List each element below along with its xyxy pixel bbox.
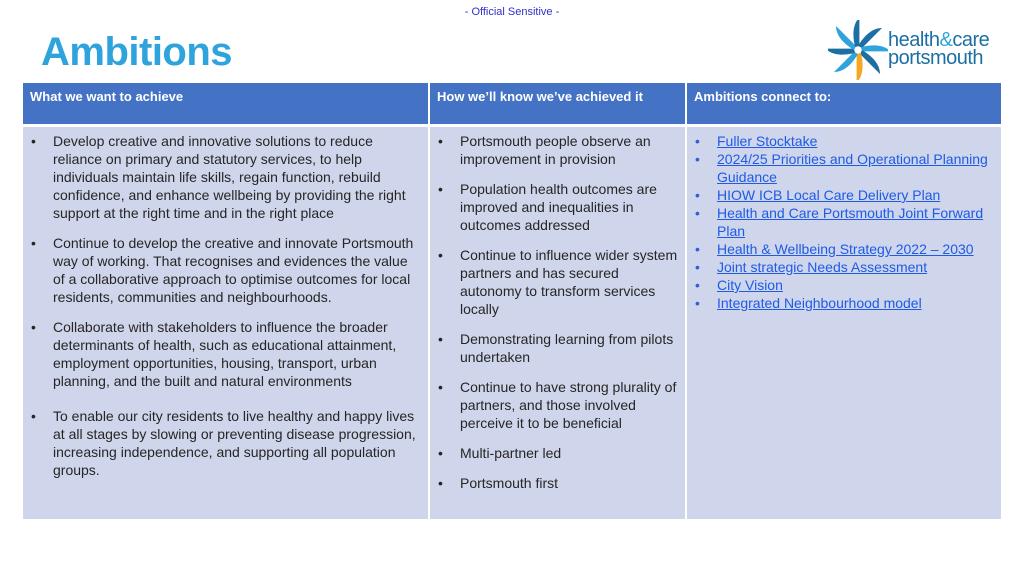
bullet: •: [438, 181, 443, 197]
bullet: •: [31, 408, 36, 424]
ambitions-table: [23, 83, 1001, 519]
column-header-measures: How we’ll know we’ve achieved it: [430, 83, 685, 124]
health-and-care-portsmouth-logo: [828, 20, 998, 80]
bullet: •: [438, 247, 443, 263]
classification-label: - Official Sensitive -: [464, 6, 560, 18]
bullet: •: [695, 295, 700, 311]
list-item: [687, 150, 995, 186]
list-item: [430, 180, 679, 234]
list-item: [23, 234, 422, 306]
pinwheel-logo-icon: [828, 20, 888, 80]
logo-health: health: [888, 29, 940, 51]
bullet: •: [31, 235, 36, 251]
measure-text: Continue to influence wider system partners and has secured autonomy to transform services locally: [460, 247, 678, 317]
logo-wordmark: [888, 31, 989, 67]
bullet: •: [438, 331, 443, 347]
measure-text: Portsmouth people observe an improvement in provision: [460, 133, 651, 167]
column-body-achieve: [23, 127, 428, 519]
measure-text: Continue to have strong plurality of partners, and those involved perceive it to be beneficial: [460, 379, 677, 431]
link-jsna[interactable]: Joint strategic Needs Assessment: [717, 259, 928, 275]
list-item: [430, 330, 679, 366]
column-body-connects: [687, 127, 1001, 519]
list-item: [430, 378, 679, 432]
link-joint-forward-plan[interactable]: Health and Care Portsmouth Joint Forward Plan: [717, 205, 984, 239]
page-title: Ambitions: [41, 30, 233, 74]
bullet: •: [438, 133, 443, 149]
column-body-measures: [430, 127, 685, 519]
list-item: [23, 132, 422, 222]
list-item: [430, 444, 679, 462]
bullet: •: [695, 205, 700, 221]
bullet: •: [438, 475, 443, 491]
logo-care: care: [952, 29, 990, 51]
list-item: [430, 474, 679, 492]
measure-text: Demonstrating learning from pilots undertaken: [460, 331, 674, 365]
link-fuller-stocktake[interactable]: Fuller Stocktake: [717, 133, 818, 149]
achieve-text: Develop creative and innovative solutions to reduce reliance on primary and statutory services, to help individuals maintain life skills, regain function, rebuild confidence, and enhance wellbeing by providing the right support at the right time and in the right place: [53, 133, 406, 221]
column-header-connects: Ambitions connect to:: [687, 83, 1001, 124]
list-item: [687, 294, 995, 312]
measure-text: Portsmouth first: [460, 475, 559, 491]
link-hiow-icb-plan[interactable]: HIOW ICB Local Care Delivery Plan: [717, 187, 941, 203]
logo-portsmouth: portsmouth: [888, 47, 984, 69]
list-item: [687, 240, 995, 258]
list-item: [687, 132, 995, 150]
bullet: •: [438, 379, 443, 395]
bullet: •: [695, 151, 700, 167]
link-neighbourhood-model[interactable]: Integrated Neighbourhood model: [717, 295, 922, 311]
list-item: [687, 258, 995, 276]
bullet: •: [31, 133, 36, 149]
bullet: •: [695, 259, 700, 275]
bullet: •: [695, 133, 700, 149]
list-item: [687, 276, 995, 294]
achieve-text: Continue to develop the creative and innovate Portsmouth way of working. That recognises and evidences the value of a collaborative approach to optimise outcomes for local residents, communities and neighbourhoods.: [53, 235, 414, 305]
achieve-text: To enable our city residents to live healthy and happy lives at all stages by slowing or preventing disease progression, increasing independence, and supporting all population groups.: [53, 408, 416, 478]
link-wellbeing-strategy[interactable]: Health & Wellbeing Strategy 2022 – 2030: [717, 241, 974, 257]
logo-ampersand: &: [939, 29, 953, 51]
link-priorities-guidance[interactable]: 2024/25 Priorities and Operational Planning Guidance: [717, 151, 988, 185]
measure-text: Population health outcomes are improved and inequalities in outcomes addressed: [460, 181, 657, 233]
measure-text: Multi-partner led: [460, 445, 562, 461]
list-item: [687, 186, 995, 204]
bullet: •: [31, 319, 36, 335]
bullet: •: [695, 187, 700, 203]
list-item: [430, 132, 679, 168]
bullet: •: [695, 241, 700, 257]
list-item: [23, 407, 422, 479]
achieve-text: Collaborate with stakeholders to influence the broader determinants of health, such as educational attainment, employment opportunities, housing, transport, urban planning, and the built and natural environments: [53, 319, 397, 389]
bullet: •: [438, 445, 443, 461]
link-city-vision[interactable]: City Vision: [717, 277, 783, 293]
bullet: •: [695, 277, 700, 293]
list-item: [23, 318, 422, 390]
list-item: [687, 204, 995, 240]
list-item: [430, 246, 679, 318]
column-header-achieve: What we want to achieve: [23, 83, 428, 124]
